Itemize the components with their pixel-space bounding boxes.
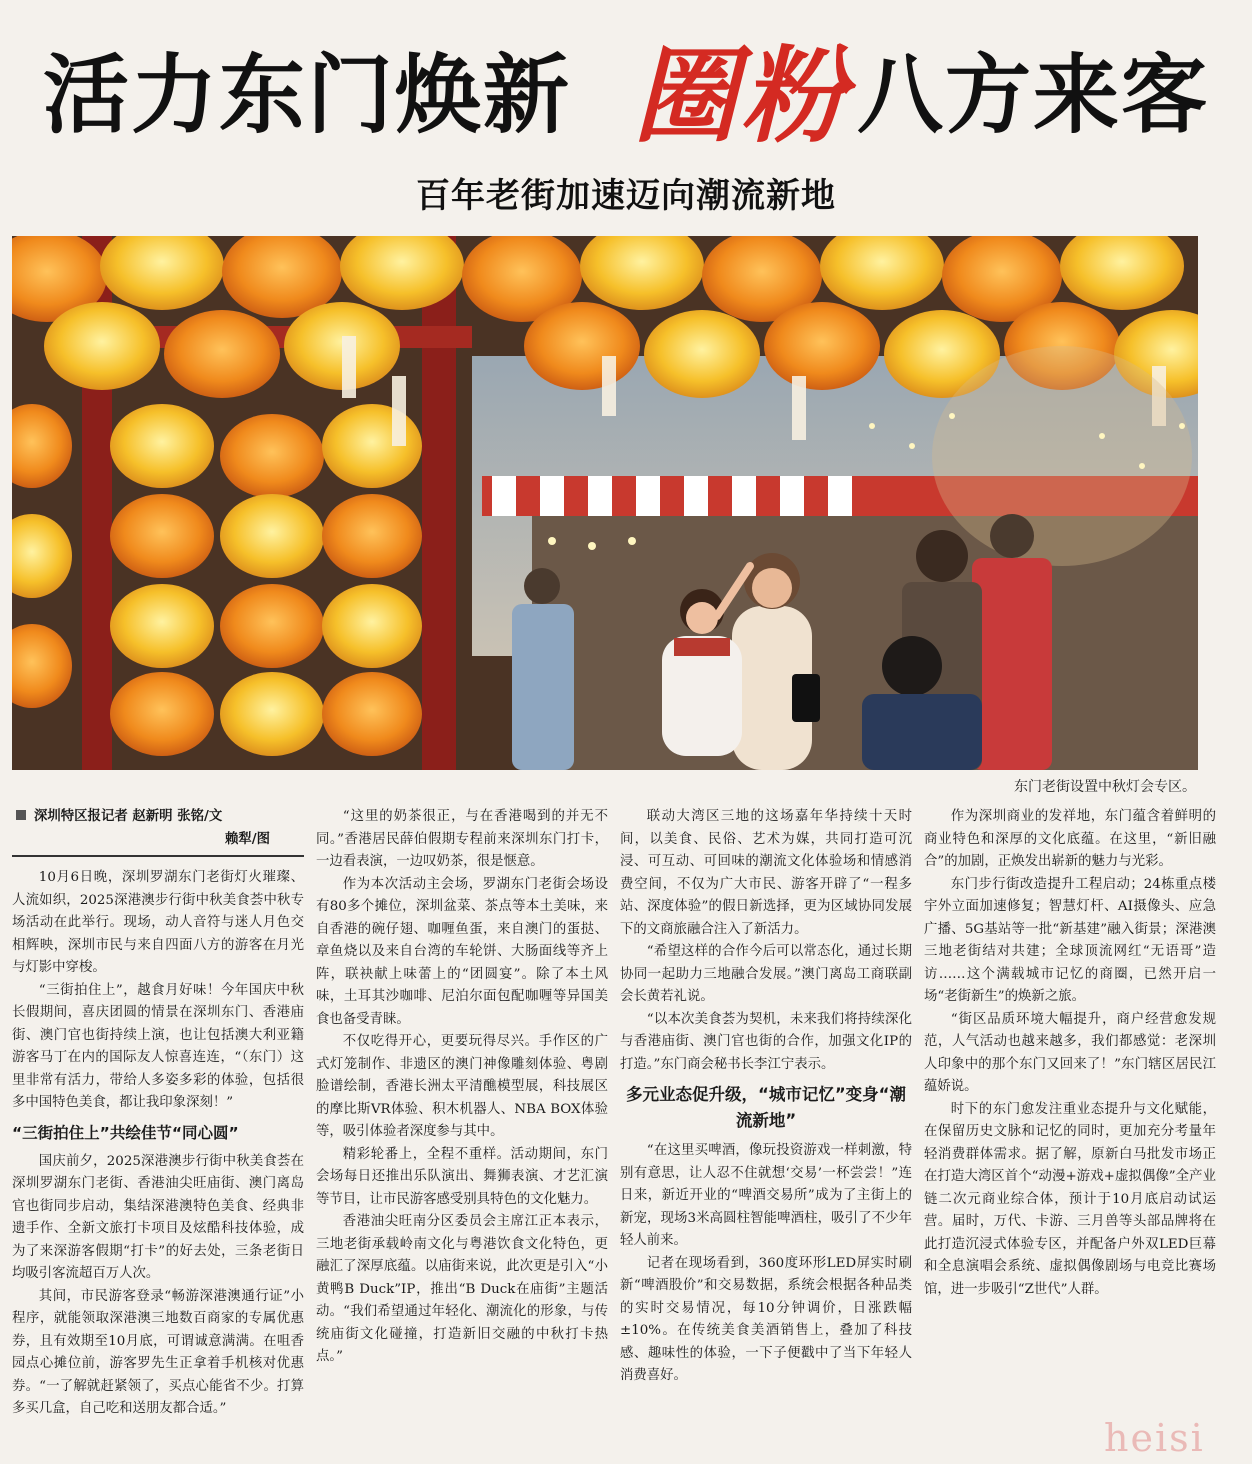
article-column-2 [316, 806, 608, 1456]
byline-authors: 深圳特区报记者 赵新明 张铭/文 [34, 809, 223, 824]
byline-photographer: 赖犁/图 [224, 831, 270, 847]
photo-illustration [12, 236, 1198, 770]
headline-highlight: 圈粉 [632, 33, 849, 157]
headline-part1: 活力东门焕新 [42, 45, 571, 146]
headline-part3: 八方来客 [857, 45, 1209, 146]
paragraph: 香港油尖旺南分区委员会主席江正本表示，三地老街承载岭南文化与粤港饮食文化特色，更融汇了深厚底蕴。以庙街来说，此次更是引入“小黄鸭B Duck”IP，推出“B Duck在庙街”主题活动。“我们希望通过年轻化、潮流化的形象，与传统庙街文化碰撞，打造新旧交融的中秋打卡热点。” [316, 1214, 608, 1364]
paragraph: “三街拍住上”，越食月好味！今年国庆中秋长假期间，喜庆团圆的情景在深圳东门、香港庙街、澳门官也街持续上演，也让包括澳大利亚籍游客马丁在内的国际友人惊喜连连，“（东门）这里非常有活力，带给人多姿多彩的体验，包括很多中国特色美食，都让我印象深刻！” [12, 982, 304, 1110]
byline [12, 806, 304, 829]
subheadline: 百年老街加速迈向潮流新地 [416, 176, 836, 216]
headline [0, 30, 1252, 160]
paragraph: 联动大湾区三地的这场嘉年华持续十天时间，以美食、民俗、艺术为媒，共同打造可沉浸、可互动、可回味的潮流文化体验场和情感消费空间，不仅为广大市民、游客开辟了“一程多站、深度体验”的假日新选择，更为区域协同发展下的文商旅融合注入了新活力。 [620, 809, 912, 937]
paragraph: “街区品质环境大幅提升，商户经营愈发规范，人气活动也越来越多，我们都感觉：老深圳人印象中的那个东门又回来了！”东门辖区居民江蕴娇说。 [924, 1011, 1216, 1094]
paragraph: “希望这样的合作今后可以常态化，通过长期协同一起助力三地融合发展。”澳门离岛工商联副会长黄若礼说。 [620, 944, 912, 1004]
byline-divider [12, 855, 304, 857]
paragraph: “在这里买啤酒，像玩投资游戏一样刺激，特别有意思，让人忍不住就想‘交易’一杯尝尝！”连日来，新近开业的“啤酒交易所”成为了主街上的新宠，现场3米高圆柱智能啤酒柱，吸引了不少年轻人前来。 [620, 1143, 912, 1248]
paragraph: 不仅吃得开心，更要玩得尽兴。手作区的广式灯笼制作、非遗区的澳门神像雕刻体验、粤剧脸谱绘制，香港长洲太平清醮模型展，科技展区的摩比斯VR体验、积木机器人、NBA BOX体验等，吸引体验者深度参与其中。 [316, 1034, 608, 1139]
paragraph: “以本次美食荟为契机，未来我们将持续深化与香港庙街、澳门官也街的合作，加强文化IP的打造。”东门商会秘书长李江宁表示。 [620, 1011, 912, 1072]
section-heading: 多元业态促升级，“城市记忆”变身“潮流新地” [625, 1085, 907, 1130]
square-bullet-icon [16, 810, 26, 820]
article-column-4 [924, 806, 1216, 1456]
paragraph: “这里的奶茶很正，与在香港喝到的并无不同。”香港居民薛伯假期专程前来深圳东门打卡，一边看表演，一边叹奶茶，很是惬意。 [316, 809, 608, 869]
paragraph: 东门步行街改造提升工程启动；24栋重点楼宇外立面加速修复；智慧灯杆、AI摄像头、应急广播、5G基站等一批“新基建”融入街景；深港澳三地老街结对共建；全球顶流网红“无语哥”造访……这个满载城市记忆的商圈，已然开启一场“老街新生”的焕新之旅。 [924, 876, 1216, 1004]
paragraph: 作为深圳商业的发祥地，东门蕴含着鲜明的商业特色和深厚的文化底蕴。在这里，“新旧融合”的加剧，正焕发出崭新的魅力与光彩。 [924, 809, 1216, 869]
paragraph: 国庆前夕，2025深港澳步行街中秋美食荟在深圳罗湖东门老街、香港油尖旺庙街、澳门离岛官也街同步启动，集结深港澳特色美食、经典非遗手作、全新文旅打卡项目及炫酷科技体验，成为了来深游客假期“打卡”的好去处，三条老街日均吸引客流超百万人次。 [12, 1153, 304, 1281]
paragraph: 精彩轮番上，全程不重样。活动期间，东门会场每日还推出乐队演出、舞狮表演、才艺汇演等节目，让市民游客感受别具特色的文化魅力。 [316, 1146, 608, 1207]
paragraph: 记者在现场看到，360度环形LED屏实时刷新“啤酒股价”和交易数据，系统会根据各种品类的实时交易情况，每10分钟调价，日涨跌幅±10%。在传统美食美酒销售上，叠加了科技感、趣味性的体验，一下子便戳中了当下年轻人消费喜好。 [620, 1255, 912, 1383]
paragraph: 其间，市民游客登录“畅游深港澳通行证”小程序，就能领取深港澳三地数百商家的专属优惠券，且有效期至10月底，可谓诚意满满。在咀香园点心摊位前，游客罗先生正拿着手机核对优惠券。“一了解就赶紧领了，买点心能省不少。打算多买几盒，自己吃和送朋友都合适。” [12, 1288, 304, 1416]
paragraph: 时下的东门愈发注重业态提升与文化赋能，在保留历史文脉和记忆的同时，更加充分考量年轻消费群体需求。据了解，原新白马批发市场正在打造大湾区首个“动漫+游戏+虚拟偶像”全产业链二次元商业综合体，预计于10月底启动试运营。届时，万代、卡游、三月兽等头部品牌将在此打造沉浸式体验专区，并配备户外双LED巨幕和全息演唱会系统、虚拟偶像剧场与电竞比赛场馆，进一步吸引“Z世代”人群。 [924, 1101, 1216, 1297]
lantern-festival-photo [12, 236, 1198, 770]
article-column-1 [12, 806, 304, 1456]
photo-caption: 东门老街设置中秋灯会专区。 [1014, 779, 1196, 795]
watermark: heisi [1104, 1416, 1205, 1460]
paragraph: 10月6日晚，深圳罗湖东门老街灯火璀璨、人流如织，2025深港澳步行街中秋美食荟中秋专场活动在此举行。现场，动人音符与迷人月色交相辉映，深圳市民与来自四面八方的游客在月光与灯影中穿梭。 [12, 870, 304, 975]
article-column-3 [620, 806, 912, 1456]
paragraph: 作为本次活动主会场，罗湖东门老街会场设有80多个摊位，深圳盆菜、茶点等本土美味，来自香港的碗仔翅、咖喱鱼蛋，来自澳门的蛋挞、章鱼烧以及来自台湾的车轮饼、大肠面线等齐上阵，联袂献上味蕾上的“团圆宴”。除了本土风味，土耳其沙咖啡、尼泊尔面包配咖喱等异国美食也备受青睐。 [316, 876, 608, 1027]
section-heading: “三街拍住上”共绘佳节“同心圆” [12, 1123, 239, 1142]
